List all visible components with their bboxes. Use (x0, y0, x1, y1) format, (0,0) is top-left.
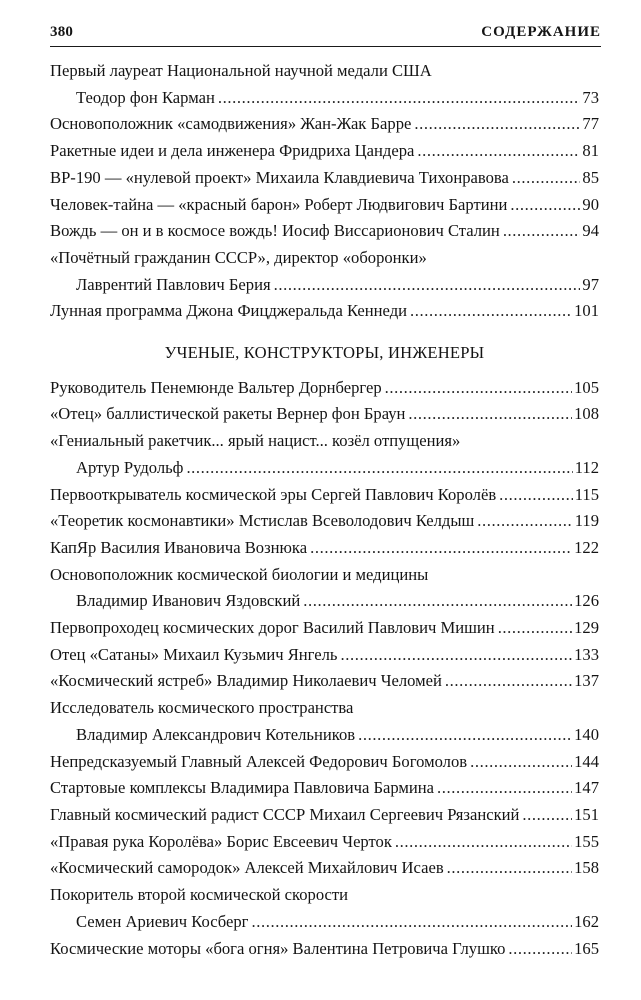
dot-leader (358, 722, 572, 749)
toc-page-number: 162 (574, 911, 599, 931)
dot-leader (274, 272, 581, 299)
dot-leader (310, 535, 572, 562)
toc-entry-title: «Космический ястреб» Владимир Николаевич Челомей (50, 671, 442, 691)
toc-entry (50, 642, 599, 669)
dot-leader (477, 508, 572, 535)
toc-entry-row (50, 111, 599, 138)
toc-entry (50, 749, 599, 776)
toc-entry-title: Главный космический радист СССР Михаил Сергеевич Рязанский (50, 804, 520, 824)
toc-entry-title-line: «Гениальный ракетчик... ярый нацист... козёл отпущения» (50, 431, 461, 451)
dot-leader (218, 85, 581, 112)
toc-entry-row (50, 936, 599, 963)
toc-entry (50, 298, 599, 325)
toc-entry (50, 695, 599, 748)
toc-entry (50, 775, 599, 802)
toc-entry (50, 802, 599, 829)
dot-leader (503, 218, 581, 245)
toc-entry-title-continuation: Лаврентий Павлович Берия (76, 274, 271, 294)
toc-entry-title: Непредсказуемый Главный Алексей Федорович Богомолов (50, 751, 468, 771)
toc-entry-title-line: Первый лауреат Национальной научной медали США (50, 61, 432, 80)
toc-entry-title: Ракетные идеи и дела инженера Фридриха Цандера (50, 141, 415, 161)
toc-entry-title-continuation: Владимир Иванович Яздовский (76, 591, 301, 611)
dot-leader (447, 855, 572, 882)
dot-leader (410, 298, 572, 325)
toc-entry-title: Руководитель Пенемюнде Вальтер Дорнбергер (50, 377, 382, 397)
toc-entry (50, 111, 599, 138)
toc-page-number: 115 (574, 484, 599, 504)
dot-leader (395, 829, 572, 856)
toc-section-scientists (50, 375, 599, 962)
toc-entry (50, 482, 599, 509)
toc-entry-title-continuation: Семен Ариевич Косберг (76, 911, 249, 931)
toc-entry-row (50, 829, 599, 856)
toc-entry-title: Человек-тайна — «красный барон» Роберт Людвигович Бартини (50, 194, 508, 214)
page-number: 380 (50, 24, 74, 40)
toc-entry (50, 428, 599, 481)
dot-leader (445, 668, 572, 695)
dot-leader (510, 192, 580, 219)
dot-leader (508, 936, 572, 963)
dot-leader (470, 749, 572, 776)
dot-leader (186, 455, 572, 482)
toc-entry (50, 138, 599, 165)
toc-entry (50, 829, 599, 856)
toc-page-number: 129 (574, 618, 599, 638)
toc-entry-title-continuation: Артур Рудольф (76, 457, 184, 477)
toc-entry-row (50, 775, 599, 802)
toc-entry-row (50, 508, 599, 535)
toc-page-number: 165 (574, 938, 599, 958)
toc-entry-row (50, 138, 599, 165)
toc-page-number: 112 (574, 457, 599, 477)
toc-entry-row (50, 272, 599, 299)
dot-leader (414, 111, 580, 138)
toc-entry-row (50, 615, 599, 642)
toc-entry-row (50, 668, 599, 695)
toc-page-number: 94 (582, 221, 599, 241)
toc-entry-row (50, 588, 599, 615)
toc-entry (50, 855, 599, 882)
toc-section-continued (50, 58, 599, 325)
toc-entry (50, 58, 599, 111)
toc-entry-row (50, 85, 599, 112)
toc-entry-row (50, 298, 599, 325)
dot-leader (251, 909, 572, 936)
dot-leader (303, 588, 572, 615)
toc-entry-title: «Правая рука Королёва» Борис Евсеевич Черток (50, 831, 392, 851)
dot-leader (437, 775, 572, 802)
running-head (50, 24, 601, 47)
toc-entry-title-continuation: Теодор фон Карман (76, 87, 215, 107)
toc-entry-title: Вождь — он и в космосе вождь! Иосиф Виссарионович Сталин (50, 221, 500, 241)
dot-leader (340, 642, 572, 669)
toc-page-number: 122 (574, 537, 599, 557)
toc-page-number: 73 (582, 87, 599, 107)
toc-entry-row (50, 855, 599, 882)
dot-leader (408, 401, 572, 428)
toc-page-number: 77 (582, 114, 599, 134)
toc-entry-row (50, 192, 599, 219)
toc-entry-row (50, 642, 599, 669)
toc-entry-title: «Теоретик космонавтики» Мстислав Всеволодович Келдыш (50, 511, 475, 531)
toc-entry-row (50, 375, 599, 402)
toc-entry-title: Первооткрыватель космической эры Сергей Павлович Королёв (50, 484, 497, 504)
toc-page-number: 81 (582, 141, 599, 161)
toc-entry-row (50, 455, 599, 482)
toc-page-number: 101 (574, 301, 599, 321)
toc-entry-row (50, 749, 599, 776)
toc-entry (50, 936, 599, 963)
toc-entry-title-line: Исследователь космического пространства (50, 698, 354, 718)
toc-page-number: 158 (574, 858, 599, 878)
toc-page-number: 144 (574, 751, 599, 771)
toc-page-number: 133 (574, 644, 599, 664)
dot-leader (417, 138, 580, 165)
toc-page-number: 151 (574, 804, 599, 824)
toc-entry-row (50, 722, 599, 749)
toc-entry-title-line: Основоположник космической биологии и медицины (50, 564, 429, 584)
toc-entry (50, 535, 599, 562)
toc-entry (50, 218, 599, 245)
section-heading: УЧЕНЫЕ, КОНСТРУКТОРЫ, ИНЖЕНЕРЫ (164, 343, 485, 363)
dot-leader (522, 802, 572, 829)
toc-entry (50, 615, 599, 642)
toc-entry-row (50, 401, 599, 428)
toc-page-number: 155 (574, 831, 599, 851)
toc-entry (50, 882, 599, 935)
toc-entry-title-line: Покоритель второй космической скорости (50, 885, 349, 905)
toc-entry-title: Лунная программа Джона Фицджеральда Кеннеди (50, 301, 408, 321)
toc-entry-title: КапЯр Василия Ивановича Вознюка (50, 537, 308, 557)
toc-page-number: 126 (574, 591, 599, 611)
toc-entry (50, 165, 599, 192)
table-of-contents (50, 58, 599, 962)
toc-page-number: 90 (582, 194, 599, 214)
toc-entry (50, 562, 599, 615)
dot-leader (498, 615, 572, 642)
dot-leader (512, 165, 581, 192)
toc-entry-title: Стартовые комплексы Владимира Павловича Бармина (50, 778, 435, 798)
toc-entry-title-line: «Почётный гражданин СССР», директор «оборонки» (50, 247, 427, 267)
toc-entry-row (50, 482, 599, 509)
toc-entry-row (50, 218, 599, 245)
toc-page-number: 119 (574, 511, 599, 531)
toc-entry (50, 245, 599, 298)
toc-entry-row (50, 802, 599, 829)
toc-entry (50, 668, 599, 695)
toc-entry-title: Отец «Сатаны» Михаил Кузьмич Янгель (50, 644, 338, 664)
toc-entry-title: ВР-190 — «нулевой проект» Михаила Клавдиевича Тихонравова (50, 167, 509, 187)
toc-page-number: 105 (574, 377, 599, 397)
toc-page-number: 108 (574, 404, 599, 424)
toc-entry-title: «Отец» баллистической ракеты Вернер фон Браун (50, 404, 406, 424)
toc-entry-title: Первопроходец космических дорог Василий Павлович Мишин (50, 618, 495, 638)
dot-leader (385, 375, 572, 402)
toc-entry-title: Основоположник «самодвижения» Жан-Жак Барре (50, 114, 412, 134)
toc-page-number: 97 (582, 274, 599, 294)
toc-entry-row (50, 909, 599, 936)
toc-entry-title: «Космический самородок» Алексей Михайлович Исаев (50, 858, 444, 878)
toc-page-number: 147 (574, 778, 599, 798)
toc-entry-row (50, 535, 599, 562)
running-title: СОДЕРЖАНИЕ (481, 24, 601, 40)
toc-page-number: 140 (574, 724, 599, 744)
toc-entry (50, 375, 599, 402)
toc-page-number: 85 (582, 167, 599, 187)
toc-entry-title: Космические моторы «бога огня» Валентина Петровича Глушко (50, 938, 506, 958)
toc-entry (50, 192, 599, 219)
toc-page-number: 137 (574, 671, 599, 691)
toc-entry (50, 401, 599, 428)
toc-entry (50, 508, 599, 535)
dot-leader (499, 482, 573, 509)
toc-entry-title-continuation: Владимир Александрович Котельников (76, 724, 356, 744)
toc-entry-row (50, 165, 599, 192)
